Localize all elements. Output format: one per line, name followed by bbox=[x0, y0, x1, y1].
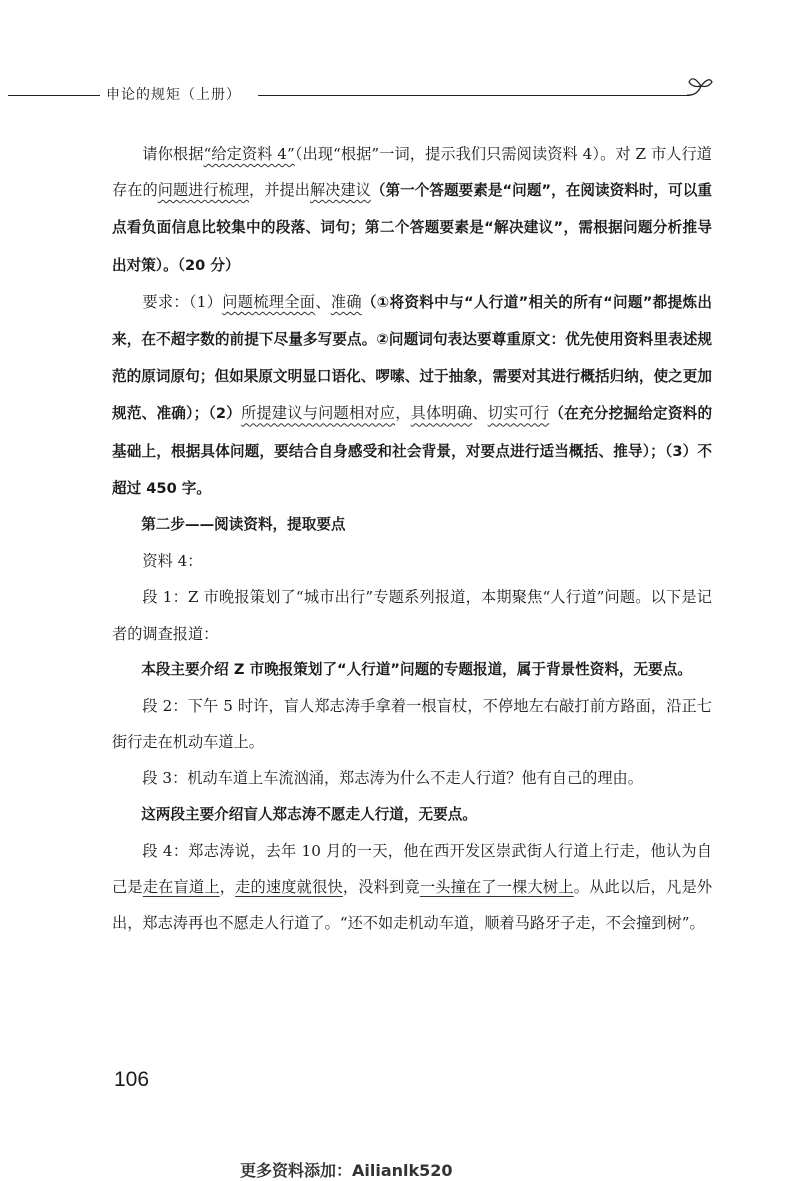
analysis-note-2: 这两段主要介绍盲人郑志涛不愿走人行道，无要点。 bbox=[141, 805, 477, 823]
underlined-text: 走的速度就很快 bbox=[235, 878, 343, 897]
wavy-underlined-text: “给定资料 4” bbox=[203, 145, 295, 163]
wavy-underlined-text: 解决建议 bbox=[309, 181, 371, 200]
header-rule-left bbox=[8, 95, 100, 96]
material-paragraph-2: 段 2：下午 5 时许，盲人郑志涛手拿着一根盲杖，不停地左右敲打前方路面，沿正七街行走在机动车道上。 bbox=[112, 697, 712, 752]
text-run: 、 bbox=[472, 404, 488, 423]
wavy-underlined-text: 问题进行梳理 bbox=[157, 181, 250, 200]
wavy-underlined-text: 具体明确 bbox=[410, 404, 473, 423]
header-rule-right bbox=[258, 95, 690, 96]
page-number: 106 bbox=[114, 1068, 150, 1091]
material-paragraph-3: 段 3：机动车道上车流汹涌，郑志涛为什么不走人行道？他有自己的理由。 bbox=[142, 769, 643, 788]
running-header bbox=[0, 72, 800, 112]
question-paragraph bbox=[112, 136, 712, 284]
analysis-note-1: 本段主要介绍 Z 市晚报策划了“人行道”问题的专题报道，属于背景性资料，无要点。 bbox=[141, 660, 692, 678]
wavy-underlined-text: 所提建议与问题相对应 bbox=[241, 404, 396, 423]
footer-watermark: 更多资料添加：Ailianlk520 bbox=[240, 1161, 453, 1180]
book-title: 申论的规矩（上册） bbox=[106, 87, 241, 103]
text-run: ， bbox=[395, 404, 411, 423]
text-run: ， bbox=[219, 878, 236, 897]
text-run: 、 bbox=[315, 292, 331, 311]
material-label: 资料 4： bbox=[142, 552, 203, 571]
text-run: ，并提出 bbox=[249, 181, 310, 200]
text-run: 段 4：郑志涛说，去年 10 月的一天，他在西开发区崇武街人行道上行走，他认为自己是 bbox=[112, 841, 712, 897]
wavy-underlined-text: 准确 bbox=[330, 292, 362, 311]
annotation-text: （在充分挖掘给定资料的基础上，根据具体问题，要结合自身感受和社会背景，对要点进行适当概括、推导）；（3）不超过 450 字。 bbox=[112, 405, 713, 497]
text-run: 要求：（1） bbox=[142, 292, 223, 311]
text-run: 请你根据 bbox=[142, 145, 204, 163]
sprout-icon bbox=[683, 72, 715, 100]
body-text bbox=[112, 136, 712, 941]
wavy-underlined-text: 问题梳理全面 bbox=[222, 292, 316, 311]
underlined-text: 一头撞在了一棵大树上 bbox=[419, 878, 574, 897]
material-paragraph-4 bbox=[112, 833, 712, 942]
text-run: （出现“根据”一词，提示我们只需阅读资料 4）。对 Z 市人行道存在的 bbox=[112, 145, 712, 200]
requirements-paragraph bbox=[112, 284, 712, 507]
annotation-text: （第一个答题要素是“问题”，在阅读资料时，可以重点看负面信息比较集中的段落、词句；第二个答题要素是“解决建议”，需根据问题分析推导出对策）。（20 分） bbox=[112, 182, 713, 274]
text-run: 。从此以后，凡是外出，郑志涛再也不愿走人行道了。“还不如走机动车道，顺着马路牙子走，不会撞到树”。 bbox=[112, 878, 713, 933]
annotation-text: （①将资料中与“人行道”相关的所有“问题”都提炼出来，在不超字数的前提下尽量多写要点。②问题词句表达要尊重原文：优先使用资料里表述规范的原词原句；但如果原文明显口语化、啰嗦、过于抽象，需要对其进行概括归纳，使之更加规范、准确）；（2） bbox=[112, 293, 713, 423]
step-heading: 第二步——阅读资料，提取要点 bbox=[141, 516, 346, 534]
wavy-underlined-text: 切实可行 bbox=[487, 404, 550, 423]
text-run: ，没料到竟 bbox=[342, 878, 420, 897]
material-paragraph-1: 段 1：Z 市晚报策划了“城市出行”专题系列报道，本期聚焦“人行道”问题。以下是记者的调查报道： bbox=[112, 588, 712, 643]
underlined-text: 走在盲道上 bbox=[142, 878, 220, 897]
